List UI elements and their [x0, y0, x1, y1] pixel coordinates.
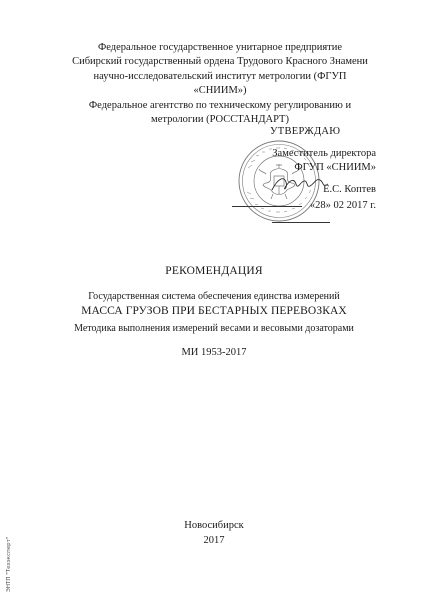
document-type: РЕКОМЕНДАЦИЯ [165, 265, 263, 277]
date-underline [272, 222, 330, 223]
org-line-2: Сибирский государственный ордена Трудового Красного Знамени [72, 56, 368, 68]
document-code: МИ 1953-2017 [181, 347, 247, 358]
approval-date: «28» 02 2017 г. [309, 200, 376, 211]
approval-heading: УТВЕРЖДАЮ [270, 126, 341, 137]
side-watermark-text: ЭНТП "Техэксперт" [6, 536, 12, 592]
org-line-4: Федеральное агентство по техническому регулированию и [88, 99, 352, 111]
org-line-1: Федеральное государственное унитарное предприятие [97, 42, 343, 53]
org-line-3: научно-исследовательский институт метрологии (ФГУП «СНИИМ») [93, 70, 347, 97]
document-title: МАССА ГРУЗОВ ПРИ БЕСТАРНЫХ ПЕРЕВОЗКАХ [81, 305, 347, 317]
approval-organization: ФГУП «СНИИМ» [294, 162, 376, 173]
org-line-5: метрологии (РОССТАНДАРТ) [151, 114, 289, 126]
approval-position: Заместитель директора [272, 148, 376, 159]
side-watermark [4, 530, 14, 592]
publication-year: 2017 [203, 535, 225, 546]
publication-city: Новосибирск [184, 520, 244, 531]
document-subtitle: Методика выполнения измерений весами и весовыми дозаторами [74, 323, 354, 334]
organization-header [70, 41, 370, 127]
approval-block [236, 125, 376, 213]
signature-line [232, 206, 302, 207]
approval-signer: Е.С. Коптев [323, 184, 376, 195]
document-system: Государственная система обеспечения единства измерений [88, 291, 340, 302]
